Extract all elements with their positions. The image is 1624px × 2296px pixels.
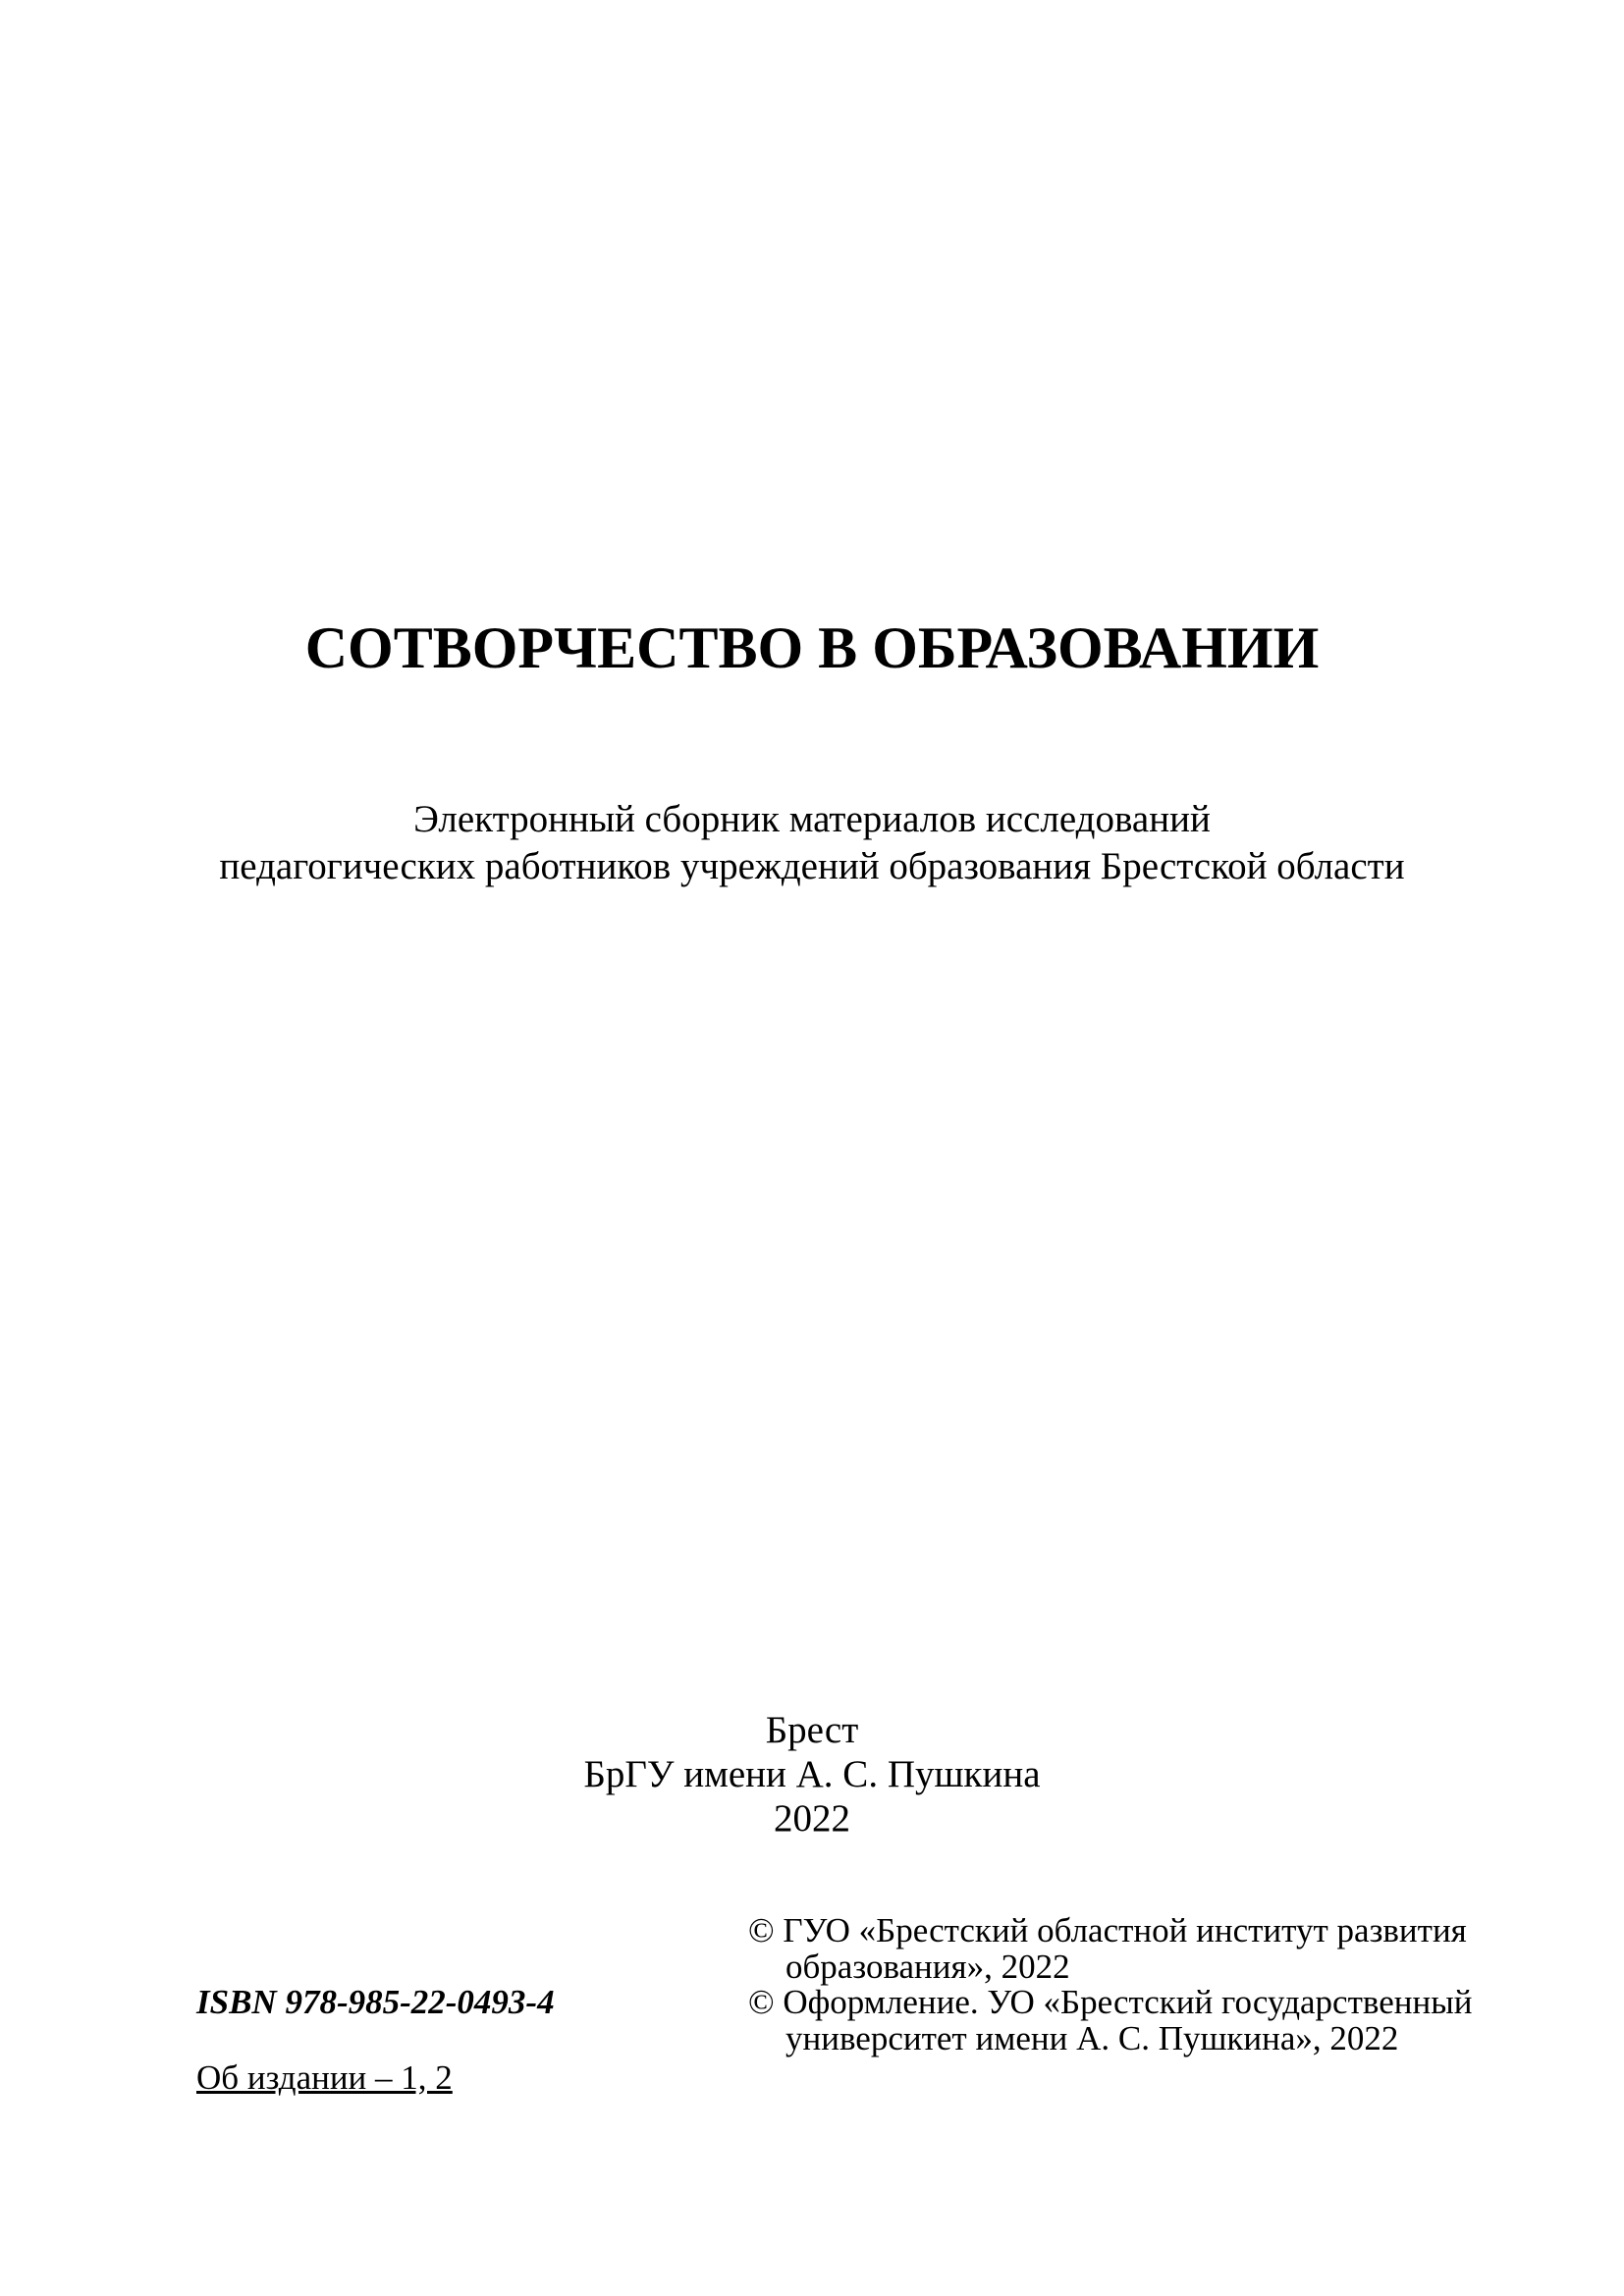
- copyright-line-1: © ГУО «Брестский областной институт развития: [748, 1911, 1467, 1949]
- copyright-line-3: © Оформление. УО «Брестский государственный: [748, 1983, 1473, 2021]
- isbn: ISBN 978-985-22-0493-4: [196, 1983, 555, 2021]
- copyright-line-2: образования», 2022: [785, 1948, 1070, 1986]
- copyright-line-4: университет имени А. С. Пушкина», 2022: [785, 2019, 1399, 2057]
- subtitle-line-2: педагогических работников учреждений образования Брестской области: [219, 845, 1405, 887]
- imprint-city: Брест: [765, 1709, 859, 1751]
- about-edition-link[interactable]: Об издании – 1, 2: [196, 2058, 453, 2097]
- imprint-year: 2022: [774, 1797, 850, 1840]
- subtitle-line-1: Электронный сборник материалов исследований: [413, 798, 1211, 840]
- document-title: СОТВОРЧЕСТВО В ОБРАЗОВАНИИ: [304, 615, 1320, 680]
- imprint-publisher: БрГУ имени А. С. Пушкина: [583, 1753, 1041, 1795]
